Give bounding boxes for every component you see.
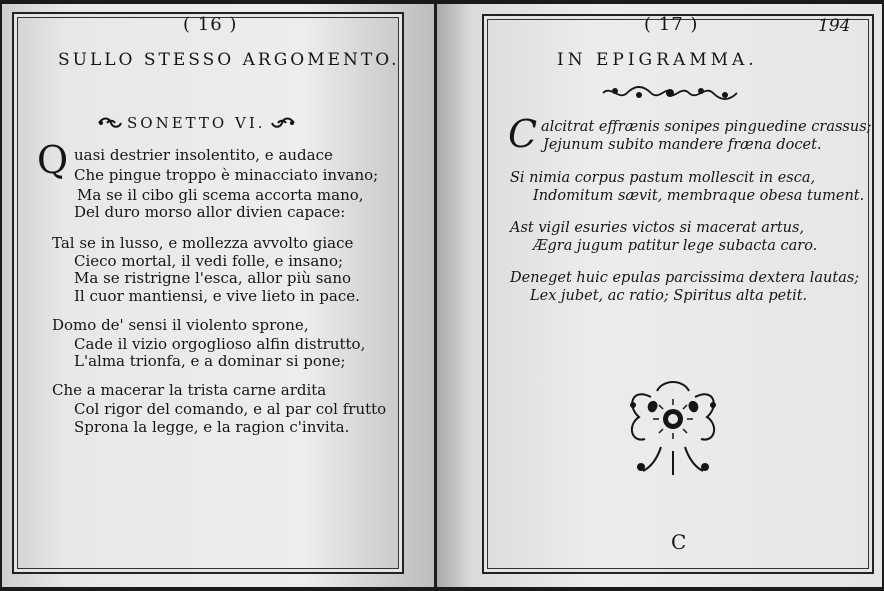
poem-line: Il cuor mantiensi, e vive lieto in pace.: [74, 287, 360, 305]
poem-line: Domo de' sensi il violento sprone,: [52, 316, 309, 334]
poem-line: Sprona la legge, e la ragion c'invita.: [74, 418, 350, 436]
right-page-title: IN EPIGRAMMA.: [557, 50, 758, 70]
poem-line: Ma se il cibo gli scema accorta mano,: [77, 186, 364, 204]
poem-line: Tal se in lusso, e mollezza avvolto giace: [52, 234, 354, 252]
epigram-line: Si nimia corpus pastum mollescit in esca,: [510, 170, 816, 186]
floral-band-ornament-icon: [601, 83, 739, 103]
poem-line: Del duro morso allor divien capace:: [74, 203, 346, 221]
epigram-line: alcitrat effrænis sonipes pinguedine crassus;: [541, 119, 872, 135]
right-drop-cap: C: [508, 112, 538, 156]
signature-mark: C: [671, 530, 687, 554]
poem-line: Cieco mortal, il vedi folle, e insano;: [74, 252, 344, 270]
poem-line: Col rigor del comando, e al par col frutto: [74, 400, 387, 418]
epigram-line: Lex jubet, ac ratio; Spiritus alta petit.: [530, 288, 808, 304]
poem-line: Che a macerar la trista carne ardita: [52, 381, 327, 399]
epigram-line: Jejunum subito mandere fræna docet.: [543, 137, 822, 153]
right-flourish-icon: [270, 117, 296, 129]
sonnet-heading-text: SONETTO VI.: [127, 114, 266, 132]
sunburst-tailpiece-icon: [621, 377, 725, 479]
epigram-line: Ast vigil esuries victos si macerat artus,: [510, 220, 805, 236]
poem-line: Cade il vizio orgoglioso alfin distrutto,: [74, 335, 366, 353]
left-page-title: SULLO STESSO ARGOMENTO.: [58, 50, 400, 70]
left-flourish-icon: [97, 117, 123, 129]
poem-line: uasi destrier insolentito, e audace: [74, 146, 333, 164]
left-page-number: ( 16 ): [183, 14, 238, 35]
handwritten-number: 194: [818, 16, 851, 36]
right-page-number: ( 17 ): [644, 14, 699, 35]
poem-line: Che pingue troppo è minacciato invano;: [74, 166, 379, 184]
left-drop-cap: Q: [37, 138, 69, 182]
sonnet-heading: [97, 114, 296, 132]
epigram-line: Ægra jugum patitur lege subacta caro.: [533, 238, 818, 254]
epigram-line: Deneget huic epulas parcissima dextera lautas;: [510, 270, 860, 286]
epigram-line: Indomitum sævit, membraque obesa tument.: [533, 188, 865, 204]
poem-line: L'alma trionfa, e a dominar si pone;: [74, 352, 346, 370]
poem-line: Ma se ristrigne l'esca, allor più sano: [74, 269, 352, 287]
